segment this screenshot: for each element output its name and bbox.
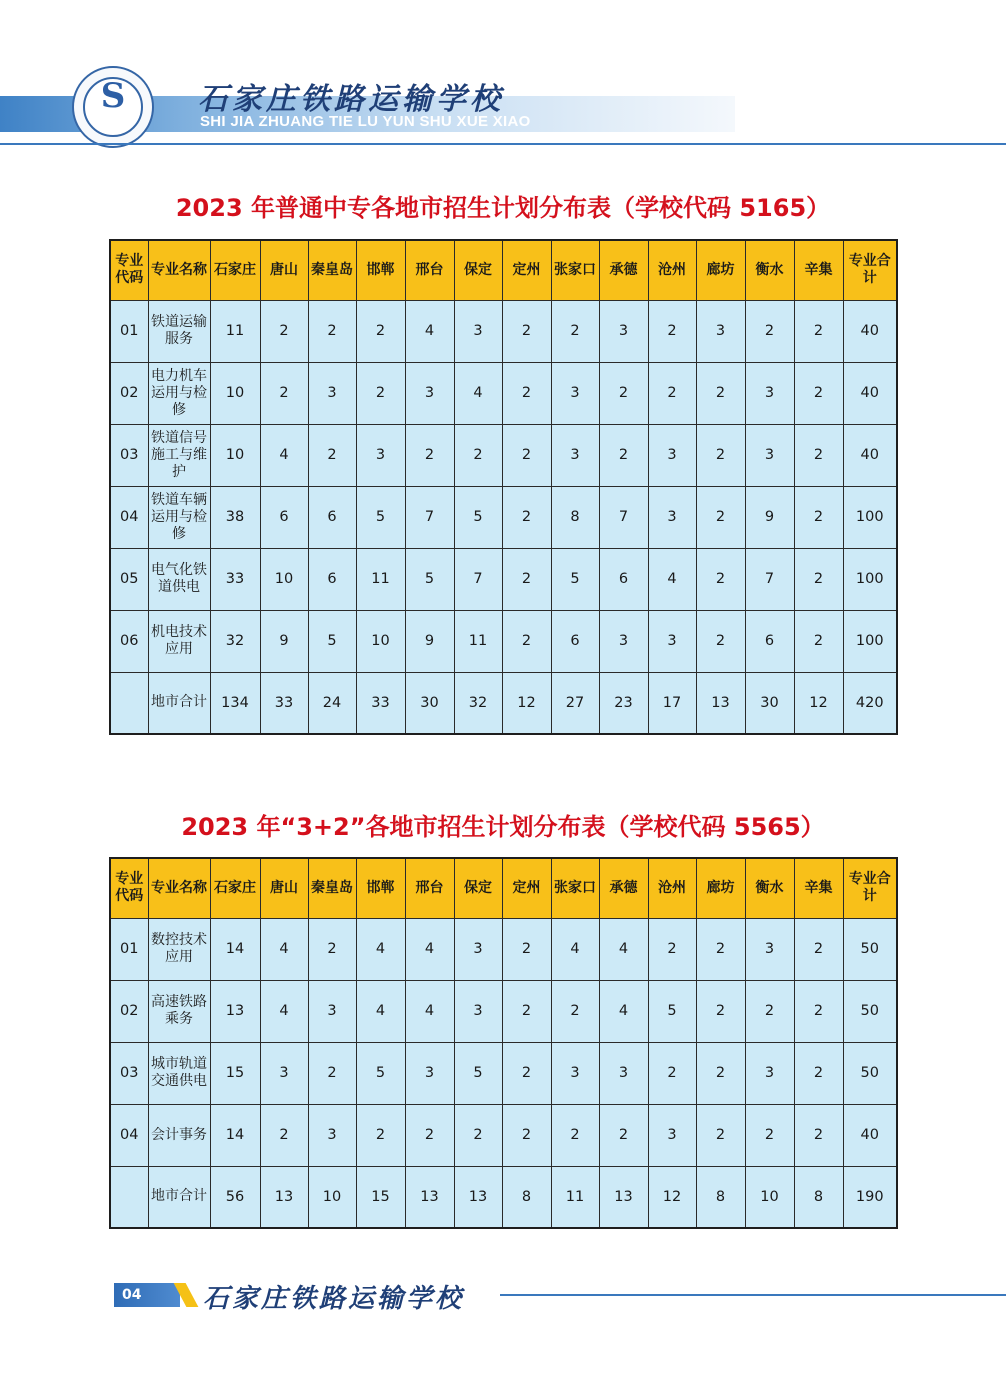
quota-cell: 2 [356,300,405,362]
school-name-pinyin: SHI JIA ZHUANG TIE LU YUN SHU XUE XIAO [200,113,531,130]
quota-cell: 3 [454,300,502,362]
column-header: 衡水 [745,858,794,918]
quota-cell: 2 [502,548,551,610]
quota-cell: 11 [454,610,502,672]
quota-cell: 2 [308,1042,356,1104]
quota-cell: 23 [599,672,648,734]
quota-cell: 3 [745,362,794,424]
major-name-cell: 铁道信号施工与维护 [148,424,210,486]
table-row [110,362,897,424]
quota-cell: 13 [599,1166,648,1228]
quota-cell: 14 [210,1104,260,1166]
logo-glyph: S [100,76,126,116]
quota-cell: 5 [356,1042,405,1104]
quota-cell: 4 [405,918,454,980]
quota-cell: 6 [745,610,794,672]
quota-cell: 5 [648,980,696,1042]
quota-cell: 32 [454,672,502,734]
quota-cell: 2 [260,1104,308,1166]
column-header: 张家口 [551,240,599,300]
quota-cell: 2 [551,300,599,362]
quota-cell: 2 [454,1104,502,1166]
column-header: 石家庄 [210,240,260,300]
column-header: 唐山 [260,240,308,300]
quota-cell: 2 [308,300,356,362]
quota-cell: 3 [260,1042,308,1104]
quota-cell: 4 [260,918,308,980]
quota-cell: 4 [260,980,308,1042]
quota-cell: 2 [599,362,648,424]
quota-cell: 3 [454,980,502,1042]
column-header: 张家口 [551,858,599,918]
quota-cell: 3 [405,1042,454,1104]
quota-cell: 40 [843,300,897,362]
quota-cell: 3 [648,486,696,548]
quota-cell: 10 [356,610,405,672]
quota-cell: 13 [454,1166,502,1228]
quota-cell: 3 [745,1042,794,1104]
quota-cell: 12 [648,1166,696,1228]
quota-cell: 3 [308,1104,356,1166]
quota-cell: 4 [356,918,405,980]
quota-cell: 2 [794,300,843,362]
quota-cell: 13 [405,1166,454,1228]
column-header: 承德 [599,858,648,918]
quota-cell: 8 [794,1166,843,1228]
table-row [110,1042,897,1104]
page-number: 04 [114,1283,180,1307]
quota-cell: 2 [745,980,794,1042]
school-name-chinese: 石家庄铁路运输学校 [198,82,504,117]
quota-cell: 14 [210,918,260,980]
quota-cell: 2 [502,300,551,362]
major-name-cell: 铁道车辆运用与检修 [148,486,210,548]
column-header: 专业合计 [843,858,897,918]
quota-cell: 8 [502,1166,551,1228]
quota-cell: 100 [843,610,897,672]
quota-cell: 2 [696,1042,745,1104]
quota-cell: 4 [599,918,648,980]
major-code-cell: 02 [110,362,148,424]
major-name-cell: 数控技术应用 [148,918,210,980]
quota-cell: 7 [599,486,648,548]
table2-title: 2023 年“3+2”各地市招生计划分布表（学校代码 5565） [181,813,825,841]
quota-cell: 2 [696,980,745,1042]
quota-cell: 2 [794,610,843,672]
quota-cell: 3 [405,362,454,424]
quota-cell: 10 [308,1166,356,1228]
quota-cell: 2 [648,1042,696,1104]
quota-cell: 3 [454,918,502,980]
quota-cell: 2 [599,1104,648,1166]
table-row [110,672,897,734]
table-row [110,610,897,672]
quota-cell: 2 [502,424,551,486]
quota-cell: 11 [551,1166,599,1228]
major-code-cell: 01 [110,300,148,362]
quota-cell: 13 [696,672,745,734]
major-name-cell: 高速铁路乘务 [148,980,210,1042]
quota-cell: 32 [210,610,260,672]
quota-cell: 6 [599,548,648,610]
column-header: 专业合计 [843,240,897,300]
quota-cell: 190 [843,1166,897,1228]
major-code-cell: 05 [110,548,148,610]
column-header: 沧州 [648,858,696,918]
quota-cell: 13 [210,980,260,1042]
quota-cell: 40 [843,1104,897,1166]
major-name-cell: 地市合计 [148,672,210,734]
quota-cell: 3 [745,918,794,980]
table1-title: 2023 年普通中专各地市招生计划分布表（学校代码 5165） [175,194,831,222]
footer-school-name: 石家庄铁路运输学校 [203,1284,465,1314]
column-header: 邢台 [405,240,454,300]
column-header: 专业名称 [148,240,210,300]
quota-cell: 3 [599,610,648,672]
quota-cell: 10 [210,424,260,486]
quota-cell: 2 [696,486,745,548]
quota-cell: 33 [260,672,308,734]
quota-cell: 2 [794,486,843,548]
quota-cell: 3 [308,980,356,1042]
quota-cell: 10 [745,1166,794,1228]
major-code-cell: 03 [110,1042,148,1104]
quota-cell: 2 [648,918,696,980]
quota-cell: 11 [210,300,260,362]
quota-cell: 6 [260,486,308,548]
footer-divider [500,1294,1006,1296]
quota-cell: 2 [648,300,696,362]
quota-cell: 2 [454,424,502,486]
quota-cell: 10 [210,362,260,424]
quota-cell: 40 [843,424,897,486]
table-row [110,1104,897,1166]
quota-cell: 2 [502,1042,551,1104]
column-header: 唐山 [260,858,308,918]
major-name-cell: 地市合计 [148,1166,210,1228]
column-header: 沧州 [648,240,696,300]
school-logo [72,66,154,148]
major-code-cell: 04 [110,486,148,548]
quota-cell: 9 [405,610,454,672]
column-header: 专业代码 [110,858,148,918]
table1-enrollment-plan [109,239,898,735]
column-header: 保定 [454,240,502,300]
quota-cell: 7 [405,486,454,548]
quota-cell: 2 [794,980,843,1042]
quota-cell: 7 [745,548,794,610]
quota-cell: 4 [356,980,405,1042]
quota-cell: 2 [648,362,696,424]
quota-cell: 2 [696,424,745,486]
quota-cell: 2 [502,980,551,1042]
column-header: 专业代码 [110,240,148,300]
table2-enrollment-plan [109,857,898,1229]
column-header: 承德 [599,240,648,300]
quota-cell: 24 [308,672,356,734]
quota-cell: 33 [210,548,260,610]
quota-cell: 7 [454,548,502,610]
major-code-cell: 04 [110,1104,148,1166]
quota-cell: 3 [599,1042,648,1104]
quota-cell: 3 [648,424,696,486]
quota-cell: 4 [648,548,696,610]
quota-cell: 2 [405,1104,454,1166]
quota-cell: 2 [551,980,599,1042]
column-header: 定州 [502,240,551,300]
quota-cell: 17 [648,672,696,734]
quota-cell: 2 [502,486,551,548]
quota-cell: 2 [308,918,356,980]
quota-cell: 13 [260,1166,308,1228]
quota-cell: 4 [405,300,454,362]
quota-cell: 10 [260,548,308,610]
quota-cell: 8 [551,486,599,548]
quota-cell: 30 [745,672,794,734]
column-header: 辛集 [794,240,843,300]
quota-cell: 6 [308,486,356,548]
major-code-cell [110,672,148,734]
quota-cell: 56 [210,1166,260,1228]
quota-cell: 2 [745,1104,794,1166]
quota-cell: 6 [308,548,356,610]
quota-cell: 2 [745,300,794,362]
quota-cell: 2 [260,300,308,362]
quota-cell: 5 [454,486,502,548]
quota-cell: 9 [745,486,794,548]
table-row [110,918,897,980]
quota-cell: 2 [502,1104,551,1166]
quota-cell: 4 [551,918,599,980]
quota-cell: 4 [454,362,502,424]
column-header: 定州 [502,858,551,918]
quota-cell: 50 [843,1042,897,1104]
quota-cell: 100 [843,486,897,548]
quota-cell: 2 [551,1104,599,1166]
table-row [110,548,897,610]
table-row [110,980,897,1042]
header-divider [0,143,1006,145]
quota-cell: 15 [356,1166,405,1228]
quota-cell: 15 [210,1042,260,1104]
major-name-cell: 铁道运输服务 [148,300,210,362]
quota-cell: 2 [356,362,405,424]
column-header: 廊坊 [696,858,745,918]
quota-cell: 5 [551,548,599,610]
quota-cell: 6 [551,610,599,672]
quota-cell: 3 [551,1042,599,1104]
quota-cell: 2 [794,1104,843,1166]
table-header-row [110,858,897,918]
quota-cell: 2 [696,918,745,980]
quota-cell: 3 [599,300,648,362]
quota-cell: 134 [210,672,260,734]
column-header: 邢台 [405,858,454,918]
quota-cell: 2 [794,1042,843,1104]
quota-cell: 2 [356,1104,405,1166]
table-row [110,1166,897,1228]
quota-cell: 38 [210,486,260,548]
major-name-cell: 会计事务 [148,1104,210,1166]
quota-cell: 2 [260,362,308,424]
column-header: 石家庄 [210,858,260,918]
table-header-row [110,240,897,300]
quota-cell: 2 [696,548,745,610]
major-code-cell [110,1166,148,1228]
quota-cell: 9 [260,610,308,672]
quota-cell: 2 [502,610,551,672]
column-header: 衡水 [745,240,794,300]
quota-cell: 3 [648,1104,696,1166]
major-code-cell: 02 [110,980,148,1042]
column-header: 秦皇岛 [308,858,356,918]
major-code-cell: 03 [110,424,148,486]
major-name-cell: 机电技术应用 [148,610,210,672]
quota-cell: 33 [356,672,405,734]
quota-cell: 3 [696,300,745,362]
quota-cell: 3 [551,424,599,486]
quota-cell: 2 [308,424,356,486]
quota-cell: 2 [696,1104,745,1166]
column-header: 廊坊 [696,240,745,300]
quota-cell: 2 [794,424,843,486]
table-row [110,300,897,362]
quota-cell: 40 [843,362,897,424]
quota-cell: 3 [308,362,356,424]
quota-cell: 12 [502,672,551,734]
quota-cell: 2 [696,362,745,424]
major-name-cell: 电力机车运用与检修 [148,362,210,424]
quota-cell: 5 [308,610,356,672]
quota-cell: 50 [843,918,897,980]
quota-cell: 27 [551,672,599,734]
quota-cell: 100 [843,548,897,610]
quota-cell: 2 [502,362,551,424]
quota-cell: 420 [843,672,897,734]
major-code-cell: 06 [110,610,148,672]
quota-cell: 2 [696,610,745,672]
column-header: 邯郸 [356,240,405,300]
major-name-cell: 城市轨道交通供电 [148,1042,210,1104]
quota-cell: 2 [794,548,843,610]
quota-cell: 2 [794,918,843,980]
quota-cell: 12 [794,672,843,734]
quota-cell: 2 [405,424,454,486]
quota-cell: 2 [794,362,843,424]
quota-cell: 5 [356,486,405,548]
major-name-cell: 电气化铁道供电 [148,548,210,610]
quota-cell: 50 [843,980,897,1042]
quota-cell: 4 [260,424,308,486]
quota-cell: 3 [551,362,599,424]
column-header: 辛集 [794,858,843,918]
quota-cell: 4 [599,980,648,1042]
quota-cell: 5 [405,548,454,610]
quota-cell: 8 [696,1166,745,1228]
quota-cell: 30 [405,672,454,734]
quota-cell: 2 [502,918,551,980]
quota-cell: 3 [745,424,794,486]
column-header: 秦皇岛 [308,240,356,300]
table-row [110,424,897,486]
column-header: 专业名称 [148,858,210,918]
column-header: 邯郸 [356,858,405,918]
quota-cell: 3 [356,424,405,486]
major-code-cell: 01 [110,918,148,980]
quota-cell: 3 [648,610,696,672]
quota-cell: 5 [454,1042,502,1104]
quota-cell: 2 [599,424,648,486]
quota-cell: 4 [405,980,454,1042]
quota-cell: 11 [356,548,405,610]
column-header: 保定 [454,858,502,918]
table-row [110,486,897,548]
